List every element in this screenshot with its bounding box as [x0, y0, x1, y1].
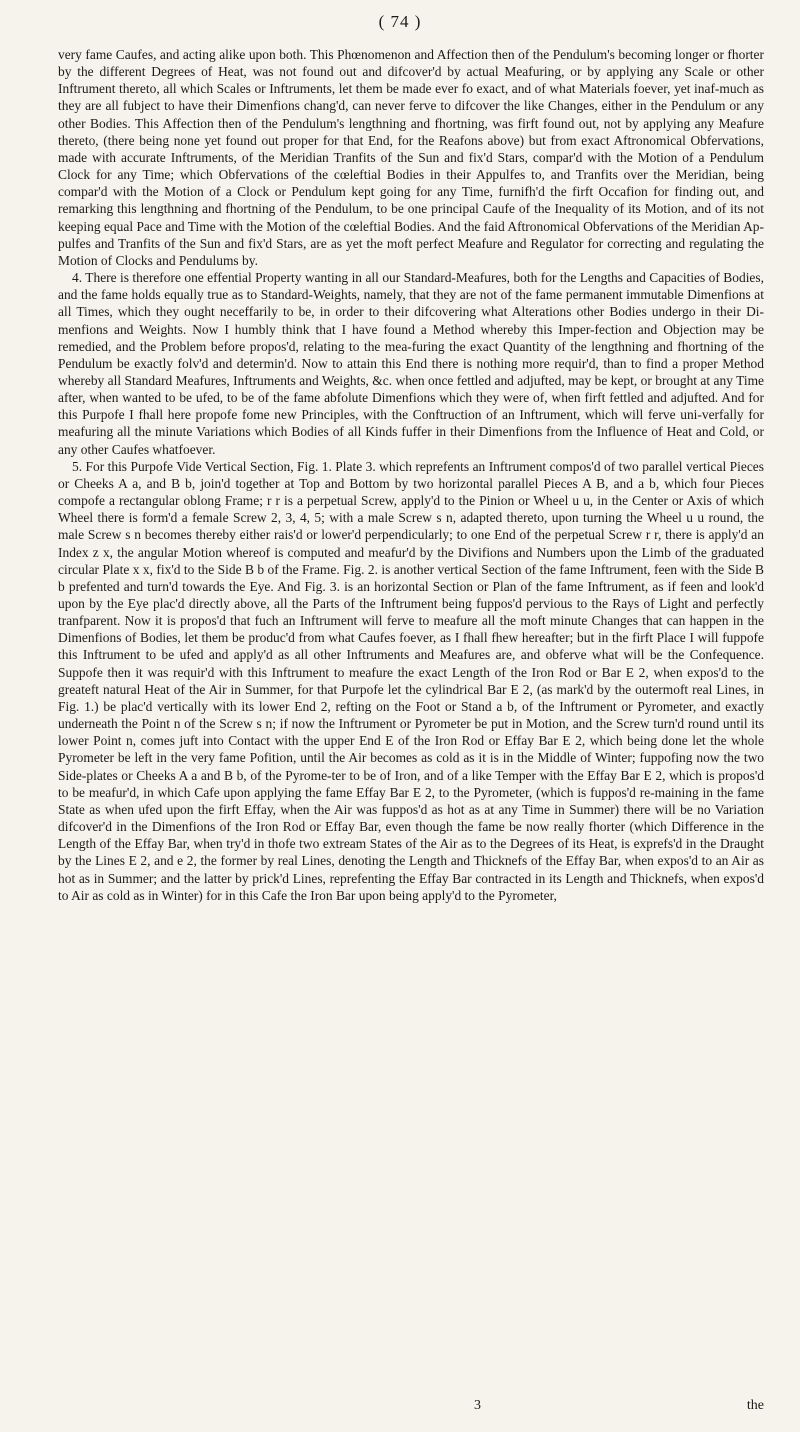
page-number: ( 74 ) [378, 12, 422, 31]
catchword: the [746, 1398, 764, 1413]
paragraph-1: very fame Caufes, and acting alike upon both. This Phœnomenon and Affection then of the Pendulum's becoming longer or fhorter by the different Degrees of Heat, was not found out and difcover'd by actual Meafuring, or by applying any Scale or other Inftrument thereto, all which Scales or Inftruments, let them be made ever fo exact, and of what Materials foever, yet inaf-much as they are all fubject to have their Dimenfions chang'd, can never ferve to difcover the like Changes, either in the Pendulum or any other Bodies. This Affection then of the Pendulum's lengthning and fhortning, was firft found out, not by applying any Meafure thereto, (there being none yet found out proper for that End, for the Reafons above) but from exact Aftronomical Obfervations, made with accurate Inftruments, of the Meridian Tranfits of the Sun and fix'd Stars, compar'd with the Motion of a Pendulum Clock for any Time; which Obfervations of the cœleftial Bodies in their Appulfes to, and Tranfits over the Meridian, being compar'd with the Motion of a Clock or Pendulum kept going for any Time, furnifh'd the firft Occafion for finding out, and remarking this lengthning and fhortning of the Pendulum, to be one principal Caufe of the Inequality of its Motion, and of its not keeping equal Pace and Time with the Motion of the cœleftial Bodies. And the faid Aftronomical Obfervations of the Meridian Ap-pulfes and Tranfits of the Sun and fix'd Stars, are as yet the moft perfect Meafure and Regulator for correcting and regulating the Motion of Clocks and Pendulums by. [58, 47, 764, 268]
signature-mark: 3 [474, 1398, 481, 1413]
paragraph-3: 5. For this Purpofe Vide Vertical Section, Fig. 1. Plate 3. which reprefents an Inftrument compos'd of two parallel vertical Pieces or Cheeks A a, and B b, join'd together at Top and Bottom by two horizontal parallel Pieces A B, and a b, which four Pieces compofe a rectangular oblong Frame; r r is a perpetual Screw, apply'd to the Pinion or Wheel u u, in the Center or Axis of which Wheel there is form'd a female Screw 2, 3, 4, 5; with a male Screw s n, adapted thereto, upon turning the Wheel u u round, the male Screw s n becomes thereby either rais'd or lower'd perpendicularly; to one End of the perpetual Screw r r, there is apply'd an Index z x, the angular Motion whereof is computed and meafur'd by the Divifions and Numbers upon the Limb of the graduated circular Plate x x, fix'd to the Side B b of the Frame. Fig. 2. is another vertical Section of the fame Inftrument, feen with the Side B b prefented and turn'd towards the Eye. And Fig. 3. is an horizontal Section or Plan of the fame Inftrument, as if feen and look'd upon by the Eye plac'd directly above, all the Parts of the Inftrument being fuppos'd pervious to the Rays of Light and perfectly tranfparent. Now it is propos'd that fuch an Inftrument will ferve to meafure all the moft minute Changes that can happen in the Dimenfions of Bodies, let them be produc'd from what Caufes foever, as I fhall fhew hereafter; but in the firft Place I will fuppofe this Inftrument to be ufed and apply'd as all other Inftruments and Meafures are, and obferve what will be the Confequence. Suppofe then it was requir'd with this Inftrument to meafure the exact Length of the Iron Rod or Bar E 2, when expos'd to the greateft natural Heat of the Air in Summer, for that Purpofe let the cylindrical Bar E 2, (as mark'd by the outermoft real Lines, in Fig. 1.) be plac'd vertically with its lower End 2, refting on the Foot or Stand a b, of the Inftrument or Pyrometer, and exactly underneath the Point n of the Screw s n; if now the Inftrument or Pyrometer be put in Motion, and the Screw turn'd round until its lower Point n, comes juft into Contact with the upper End E of the Iron Rod or Effay Bar E 2, which being done let the whole Pyrometer be left in the very fame Pofition, until the Air becomes as cold as it is in the Middle of Winter; fuppofing now the two Side-plates or Cheeks A a and B b, of the Pyrome-ter to be of Iron, and of a like Temper with the Effay Bar E 2, which is propos'd to be meafur'd, in which Cafe upon applying the fame Effay Bar E 2, to the Pyrometer, (which is fuppos'd re-maining in the fame State as when ufed upon the firft Effay, when the Air was fuppos'd as hot as at any Time in Summer) there will be no Variation difcover'd in the Dimenfions of the Iron Rod or Effay Bar, even though the fame be now really fhorter (which Difference in the Length of the Effay Bar, when try'd in thofe two extream States of the Air as to the Degrees of its Heat, is exprefs'd in the Draught by the Lines E 2, and e 2, the former by real Lines, denoting the Length and Thicknefs of the Effay Bar, when expos'd to an Air as hot as in Summer; and the latter by prick'd Lines, reprefenting the Effay Bar contracted in its Length and Thicknefs, when expos'd to Air as cold as in Winter) for in this Cafe the Iron Bar upon being apply'd to the Pyrometer, [58, 458, 764, 903]
page-body-text [58, 46, 764, 904]
paragraph-2: 4. There is therefore one effential Property wanting in all our Standard-Meafures, both for the Lengths and Capacities of Bodies, and the fame holds equally true as to Standard-Weights, namely, that they are not of the fame permanent immutable Dimenfions at all Times, which they ought neceffarily to be, in order to their difcovering what Alterations other Bodies undergo in their Di-menfions and Weights. Now I humbly think that I have found a Method whereby this Imper-fection and Objection may be remedied, and the Problem before propos'd, relating to the mea-furing the exact Quantity of the lengthning and fhortning of the Pendulum be exactly folv'd and determin'd. Now to attain this End there is nothing more requir'd, than to find a proper Method whereby all Standard Meafures, Inftruments and Weights, &c. when once fettled and adjufted, may be kept, or brought at any Time after, when wanted to be ufed, to be of the fame abfolute Dimenfions which they were of, when firft fettled and adjufted. And for this Purpofe I fhall here propofe fome new Principles, with the Conftruction of an Inftrument, which will ferve uni-verfally for meafuring all the minute Variations which Bodies of all Kinds fuffer in their Dimenfions from the Influence of Heat and Cold, or any other Caufes whatfoever. [58, 270, 764, 457]
